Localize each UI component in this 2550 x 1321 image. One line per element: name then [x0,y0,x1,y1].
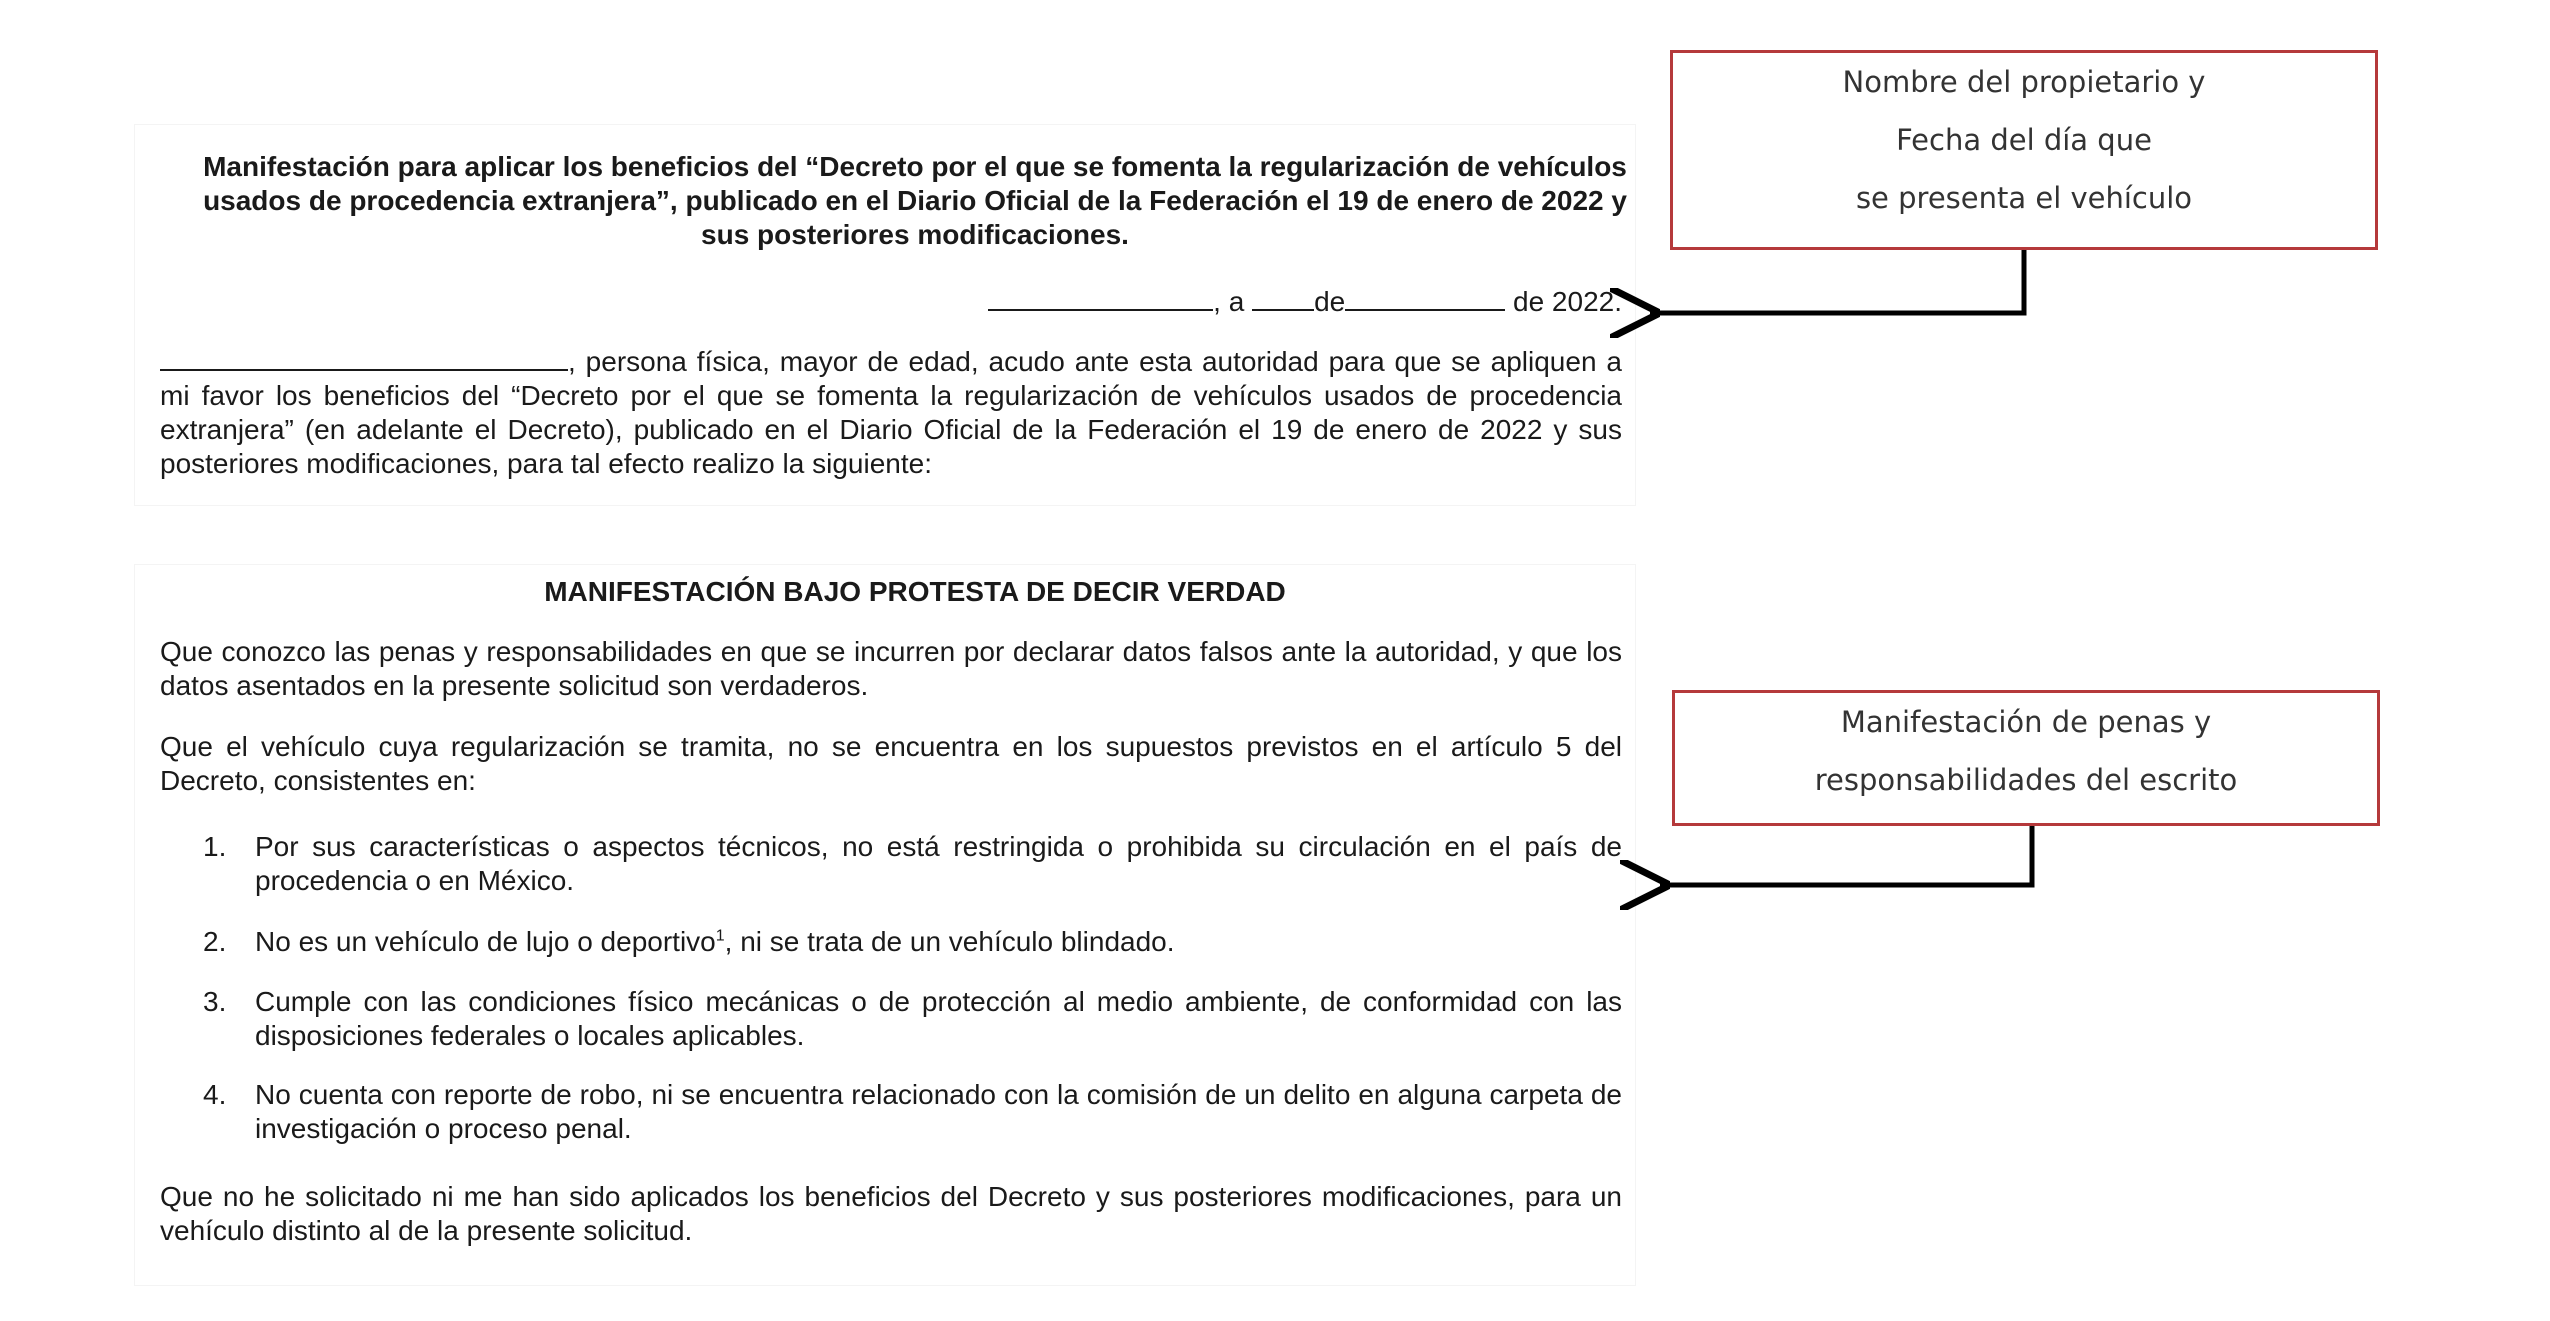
list-item-text-before: No es un vehículo de lujo o deportivo [255,926,716,957]
footnote-marker: 1 [715,927,725,945]
list-item-text: No cuenta con reporte de robo, ni se encuentra relacionado con la comisión de un delito en alguna carpeta de investigación o proceso penal. [255,1079,1622,1144]
list-item-text: Cumple con las condiciones físico mecánicas o de protección al medio ambiente, de conformidad con las disposiciones federales o locales aplicables. [255,986,1622,1051]
protesta-paragraph-1: Que conozco las penas y responsabilidades en que se incurren por declarar datos falsos ante la autoridad, y que los datos asentados en la presente solicitud son verdaderos. [160,636,1622,701]
protesta-panel [135,565,1635,1285]
list-item-text-after: , ni se trata de un vehículo blindado. [724,926,1175,957]
date-sep-de: de [1314,286,1346,317]
callout-line: se presenta el vehículo [1855,181,2193,215]
date-sep-a: , a [1213,286,1253,317]
arrow-to-date-line [1650,250,2024,313]
list-item-number: 1. [203,831,227,862]
month-blank [1345,285,1505,311]
callout-line: Fecha del día que [1896,123,2152,157]
callout-protesta [1672,690,2380,826]
list-item-number: 2. [203,926,227,957]
document-header-panel [135,125,1635,505]
intro-text: , persona física, mayor de edad, acudo ante esta autoridad para que se apliquen a mi favor los beneficios del “Decreto por el que se fomenta la regularización de vehículos usados de procedencia extranjera” (en adelante el Decreto), publicado en el Diario Oficial de la Federación el 19 de enero de 2022 y sus posteriores modificaciones, para tal efecto realizo la siguiente: [160,346,1622,479]
list-item-text: Por sus características o aspectos técnicos, no está restringida o prohibida su circulación en el país de procedencia o en México. [255,831,1622,896]
callout-propietario [1670,50,2378,250]
list-item-number: 4. [203,1079,227,1110]
arrow-to-list [1660,826,2032,885]
intro-paragraph [160,345,1622,481]
callout-line: responsabilidades del escrito [1814,763,2238,797]
callout-line: Nombre del propietario y [1842,65,2206,99]
protesta-title: MANIFESTACIÓN BAJO PROTESTA DE DECIR VERDAD [544,576,1286,607]
closing-paragraph: Que no he solicitado ni me han sido aplicados los beneficios del Decreto y sus posteriores modificaciones, para un vehículo distinto al de la presente solicitud. [160,1181,1622,1246]
day-blank [1252,285,1314,311]
list-item-number: 3. [203,986,227,1017]
document-title: Manifestación para aplicar los beneficios del “Decreto por el que se fomenta la regularización de vehículos usados de procedencia extranjera”, publicado en el Diario Oficial de la Federación el 19 de enero de 2022 y sus posteriores modificaciones. [203,151,1627,250]
date-year: de 2022. [1505,286,1622,317]
date-line [988,285,1622,319]
list-item-text [255,925,1622,959]
callout-line: Manifestación de penas y [1840,705,2212,739]
protesta-paragraph-2: Que el vehículo cuya regularización se tramita, no se encuentra en los supuestos previstos en el artículo 5 del Decreto, consistentes en: [160,731,1622,796]
owner-name-blank [160,345,568,371]
place-blank [988,285,1213,311]
